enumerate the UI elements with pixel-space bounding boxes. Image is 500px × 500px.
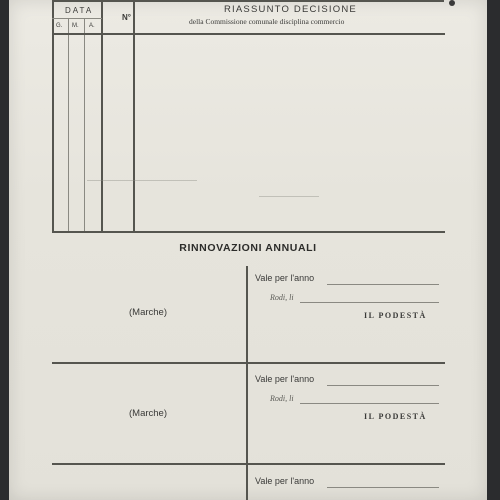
data-subheader-rule (52, 18, 102, 19)
col-data-divider (101, 0, 103, 232)
col-number-divider (133, 0, 135, 232)
number-column-label: N° (122, 13, 131, 22)
col-g-divider (68, 18, 69, 232)
table-bottom-rule (52, 231, 445, 233)
month-column-label: M. (72, 23, 79, 29)
rodi-label: Rodi, li (270, 394, 294, 403)
vale-fill-line (327, 385, 439, 386)
data-column-label: DATA (65, 6, 94, 15)
header-bottom-rule (52, 33, 445, 35)
rodi-label: Rodi, li (270, 293, 294, 302)
faint-mark-2 (259, 196, 319, 197)
row-divider (52, 463, 445, 465)
marche-label: (Marche) (129, 307, 168, 318)
day-column-label: G. (56, 23, 63, 29)
vale-label: Vale per l'anno (255, 273, 315, 283)
vale-label: Vale per l'anno (255, 374, 315, 384)
podesta-label: IL PODESTÀ (364, 311, 427, 320)
renewals-vertical-divider (246, 266, 248, 500)
vale-fill-line (327, 487, 439, 488)
vale-fill-line (327, 284, 439, 285)
year-column-label: A. (89, 23, 95, 29)
faint-mark (87, 180, 197, 181)
vale-label: Vale per l'anno (255, 476, 315, 486)
date-fill-line (300, 403, 439, 404)
decision-summary-subtitle: della Commissione comunale disciplina commercio (189, 17, 345, 26)
header-top-rule (52, 0, 444, 2)
document-page (9, 0, 487, 500)
col-m-divider (84, 18, 85, 232)
marche-label: (Marche) (129, 408, 168, 419)
decision-summary-title: RIASSUNTO DECISIONE (224, 4, 357, 15)
date-fill-line (300, 302, 439, 303)
podesta-label: IL PODESTÀ (364, 412, 427, 421)
row-divider (52, 362, 445, 364)
table-left-border (52, 0, 54, 232)
ink-dot (449, 0, 455, 6)
annual-renewals-title: RINNOVAZIONI ANNUALI (179, 242, 317, 254)
